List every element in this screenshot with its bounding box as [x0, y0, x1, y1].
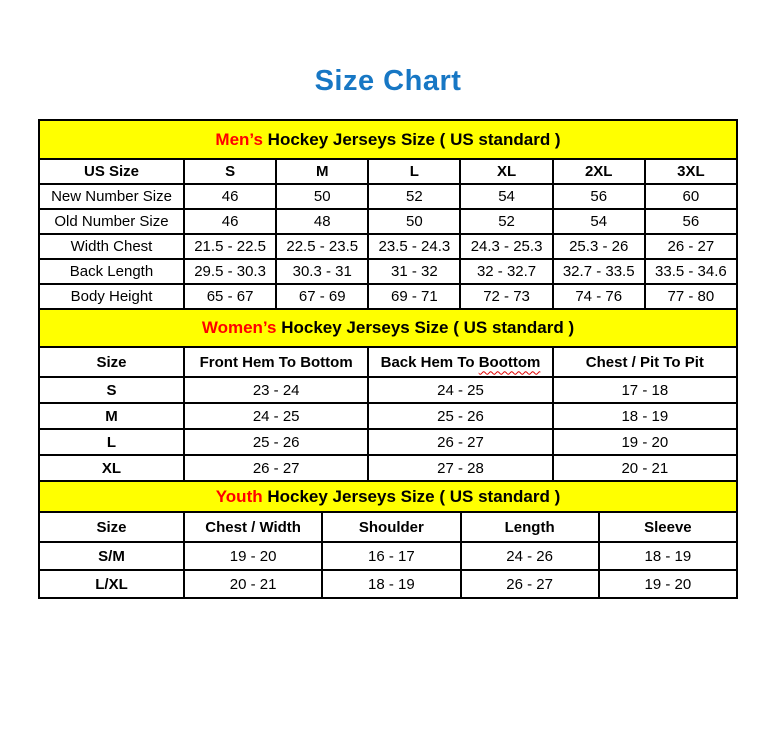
youth-section-banner	[39, 481, 737, 512]
table-cell: 50	[276, 184, 368, 209]
table-cell: 56	[645, 209, 737, 234]
youth-size-table	[38, 480, 738, 599]
table-cell: 25 - 26	[184, 429, 368, 455]
womens-banner-highlight: Women’s	[201, 318, 277, 337]
mens-col-header: 2XL	[553, 159, 645, 184]
table-row	[39, 403, 737, 429]
mens-banner-rest: Hockey Jerseys Size ( US standard )	[262, 129, 561, 149]
mens-section-banner	[39, 120, 737, 159]
youth-banner-row	[39, 481, 737, 512]
mens-col-header: US Size	[39, 159, 184, 184]
womens-banner-rest: Hockey Jerseys Size ( US standard )	[276, 318, 575, 337]
table-cell: 18 - 19	[322, 570, 460, 598]
table-cell: 24.3 - 25.3	[460, 234, 552, 259]
row-label: XL	[39, 455, 184, 481]
table-cell: 27 - 28	[368, 455, 552, 481]
table-row	[39, 209, 737, 234]
womens-section-banner	[39, 309, 737, 347]
womens-size-table	[38, 308, 738, 482]
table-cell: 17 - 18	[553, 377, 737, 403]
table-cell: 31 - 32	[368, 259, 460, 284]
table-cell: 32.7 - 33.5	[553, 259, 645, 284]
mens-col-header: S	[184, 159, 276, 184]
table-cell: 69 - 71	[368, 284, 460, 309]
youth-col-header: Length	[461, 512, 599, 542]
table-cell: 20 - 21	[553, 455, 737, 481]
table-cell: 32 - 32.7	[460, 259, 552, 284]
table-row	[39, 455, 737, 481]
table-cell: 18 - 19	[599, 542, 737, 570]
table-cell: 25.3 - 26	[553, 234, 645, 259]
youth-col-header: Chest / Width	[184, 512, 322, 542]
table-cell: 24 - 25	[184, 403, 368, 429]
table-cell: 46	[184, 209, 276, 234]
size-chart-page	[0, 62, 776, 754]
table-row	[39, 542, 737, 570]
table-cell: 19 - 20	[553, 429, 737, 455]
womens-col-header	[368, 347, 552, 377]
table-cell: 23 - 24	[184, 377, 368, 403]
table-cell: 18 - 19	[553, 403, 737, 429]
table-cell: 54	[553, 209, 645, 234]
mens-header-row	[39, 159, 737, 184]
table-cell: 74 - 76	[553, 284, 645, 309]
table-cell: 24 - 25	[368, 377, 552, 403]
table-cell: 23.5 - 24.3	[368, 234, 460, 259]
table-row	[39, 259, 737, 284]
row-label: Old Number Size	[39, 209, 184, 234]
table-cell: 72 - 73	[460, 284, 552, 309]
table-row	[39, 429, 737, 455]
table-cell: 20 - 21	[184, 570, 322, 598]
table-row	[39, 570, 737, 598]
row-label: Width Chest	[39, 234, 184, 259]
womens-header-row	[39, 347, 737, 377]
youth-header-row	[39, 512, 737, 542]
table-cell: 48	[276, 209, 368, 234]
table-cell: 16 - 17	[322, 542, 460, 570]
mens-col-header: 3XL	[645, 159, 737, 184]
table-cell: 21.5 - 22.5	[184, 234, 276, 259]
mens-col-header: M	[276, 159, 368, 184]
row-label: Back Length	[39, 259, 184, 284]
table-cell: 19 - 20	[599, 570, 737, 598]
table-cell: 65 - 67	[184, 284, 276, 309]
table-cell: 26 - 27	[645, 234, 737, 259]
table-cell: 29.5 - 30.3	[184, 259, 276, 284]
mens-banner-highlight: Men’s	[215, 129, 263, 149]
youth-col-header: Size	[39, 512, 184, 542]
table-cell: 50	[368, 209, 460, 234]
table-cell: 26 - 27	[184, 455, 368, 481]
table-cell: 77 - 80	[645, 284, 737, 309]
table-cell: 56	[553, 184, 645, 209]
mens-col-header: L	[368, 159, 460, 184]
table-cell: 67 - 69	[276, 284, 368, 309]
size-chart-tables	[38, 119, 738, 599]
table-cell: 25 - 26	[368, 403, 552, 429]
table-cell: 22.5 - 23.5	[276, 234, 368, 259]
row-label: M	[39, 403, 184, 429]
mens-banner-row	[39, 120, 737, 159]
back-hem-misspelled-word: Boottom	[478, 353, 541, 371]
mens-col-header: XL	[460, 159, 552, 184]
row-label: L	[39, 429, 184, 455]
youth-banner-highlight: Youth	[215, 486, 263, 506]
row-label: S/M	[39, 542, 184, 570]
row-label: L/XL	[39, 570, 184, 598]
table-cell: 54	[460, 184, 552, 209]
table-cell: 19 - 20	[184, 542, 322, 570]
womens-col-header: Chest / Pit To Pit	[553, 347, 737, 377]
table-cell: 30.3 - 31	[276, 259, 368, 284]
mens-size-table	[38, 119, 738, 310]
womens-banner-row	[39, 309, 737, 347]
table-row	[39, 184, 737, 209]
row-label: Body Height	[39, 284, 184, 309]
table-cell: 52	[460, 209, 552, 234]
table-cell: 33.5 - 34.6	[645, 259, 737, 284]
row-label: S	[39, 377, 184, 403]
youth-banner-rest: Hockey Jerseys Size ( US standard )	[262, 486, 561, 506]
table-row	[39, 284, 737, 309]
page-title: Size Chart	[314, 65, 462, 97]
womens-col-header: Size	[39, 347, 184, 377]
back-hem-label-prefix: Back Hem To	[380, 353, 479, 371]
table-row	[39, 377, 737, 403]
table-cell: 52	[368, 184, 460, 209]
table-cell: 26 - 27	[461, 570, 599, 598]
table-cell: 46	[184, 184, 276, 209]
youth-col-header: Sleeve	[599, 512, 737, 542]
table-row	[39, 234, 737, 259]
table-cell: 24 - 26	[461, 542, 599, 570]
row-label: New Number Size	[39, 184, 184, 209]
table-cell: 60	[645, 184, 737, 209]
womens-col-header: Front Hem To Bottom	[184, 347, 368, 377]
table-cell: 26 - 27	[368, 429, 552, 455]
youth-col-header: Shoulder	[322, 512, 460, 542]
